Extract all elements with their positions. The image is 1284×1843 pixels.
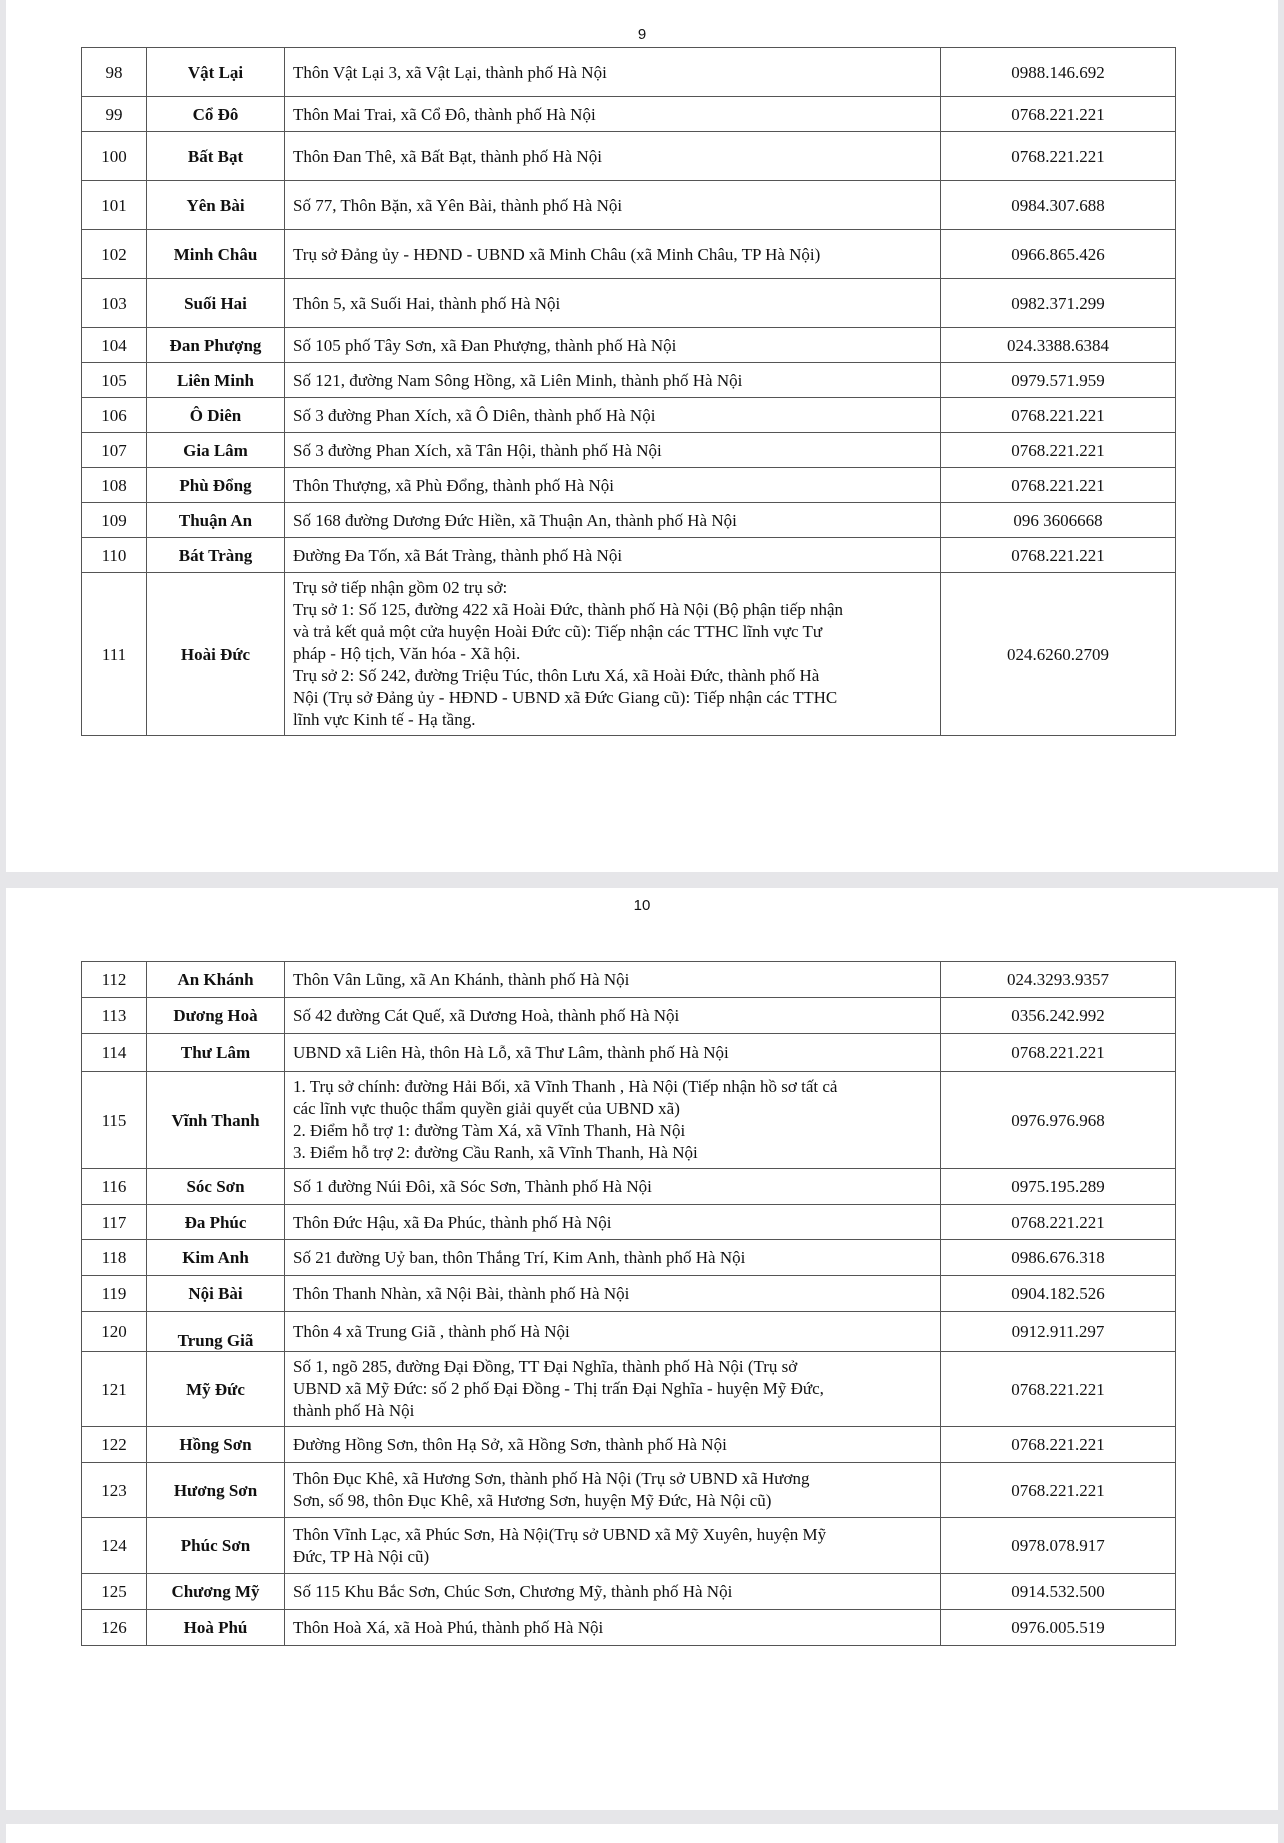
address-line: Nội (Trụ sở Đảng ủy - HĐND - UBND xã Đức Giang cũ): Tiếp nhận các TTHC [293,688,838,707]
commune-name-cell: Vĩnh Thanh [147,1072,285,1169]
commune-name-cell: Trung Giã [147,1312,285,1352]
phone-cell: 096 3606668 [941,503,1176,538]
commune-name-cell: Thuận An [147,503,285,538]
phone-cell: 024.6260.2709 [941,573,1176,736]
table-row [82,962,1176,998]
address-line: Thôn Thanh Nhàn, xã Nội Bài, thành phố Hà Nội [293,1284,630,1303]
address-line: Thôn 4 xã Trung Giã , thành phố Hà Nội [293,1322,570,1341]
row-number-cell: 122 [82,1427,147,1463]
table-row [82,468,1176,503]
table-row [82,503,1176,538]
table-row [82,132,1176,181]
address-cell [285,279,941,328]
address-line: pháp - Hộ tịch, Văn hóa - Xã hội. [293,644,521,663]
row-number-cell: 125 [82,1574,147,1610]
row-number-cell: 113 [82,998,147,1034]
address-cell [285,1352,941,1427]
phone-cell: 024.3293.9357 [941,962,1176,998]
row-number-cell: 112 [82,962,147,998]
row-number-cell: 102 [82,230,147,279]
row-number-cell: 121 [82,1352,147,1427]
address-line: lĩnh vực Kinh tế - Hạ tầng. [293,710,476,729]
phone-cell: 0768.221.221 [941,1205,1176,1240]
address-line: Thôn 5, xã Suối Hai, thành phố Hà Nội [293,293,561,313]
phone-cell: 0768.221.221 [941,468,1176,503]
row-number-cell: 106 [82,398,147,433]
table-row [82,181,1176,230]
address-cell [285,1072,941,1169]
phone-cell: 0768.221.221 [941,132,1176,181]
commune-name-cell: An Khánh [147,962,285,998]
address-line: Thôn Đục Khê, xã Hương Sơn, thành phố Hà Nội (Trụ sở UBND xã Hương [293,1469,810,1488]
commune-name-cell: Gia Lâm [147,433,285,468]
table-row [82,398,1176,433]
commune-name-cell: Phù Đổng [147,468,285,503]
row-number-cell: 126 [82,1610,147,1646]
commune-name-cell: Kim Anh [147,1240,285,1276]
phone-cell: 0356.242.992 [941,998,1176,1034]
address-cell [285,1205,941,1240]
row-number-cell: 99 [82,97,147,132]
address-line: Số 1, ngõ 285, đường Đại Đồng, TT Đại Nghĩa, thành phố Hà Nội (Trụ sở [293,1357,798,1376]
table-row [82,1169,1176,1205]
address-line: UBND xã Mỹ Đức: số 2 phố Đại Đồng - Thị trấn Đại Nghĩa - huyện Mỹ Đức, [293,1379,824,1398]
phone-cell: 0976.005.519 [941,1610,1176,1646]
table-row [82,1463,1176,1518]
commune-office-table [81,961,1176,1646]
commune-name-cell: Hoà Phú [147,1610,285,1646]
row-number-cell: 110 [82,538,147,573]
phone-cell: 0982.371.299 [941,279,1176,328]
table-row [82,48,1176,97]
phone-cell: 0966.865.426 [941,230,1176,279]
commune-name-cell: Bất Bạt [147,132,285,181]
row-number-cell: 120 [82,1312,147,1352]
commune-name-cell: Đa Phúc [147,1205,285,1240]
row-number-cell: 101 [82,181,147,230]
phone-cell: 0768.221.221 [941,398,1176,433]
commune-name-cell: Hồng Sơn [147,1427,285,1463]
address-cell [285,573,941,736]
table-row [82,97,1176,132]
commune-name-cell: Phúc Sơn [147,1518,285,1574]
commune-name-cell: Minh Châu [147,230,285,279]
commune-name-cell: Nội Bài [147,1276,285,1312]
phone-cell: 0768.221.221 [941,538,1176,573]
commune-name-cell: Hoài Đức [147,573,285,736]
phone-cell: 0984.307.688 [941,181,1176,230]
commune-name-cell: Yên Bài [147,181,285,230]
document-page-9 [6,0,1278,872]
address-line: Đường Đa Tốn, xã Bát Tràng, thành phố Hà Nội [293,545,623,565]
table-row [82,1276,1176,1312]
address-line: UBND xã Liên Hà, thôn Hà Lỗ, xã Thư Lâm, thành phố Hà Nội [293,1043,729,1062]
table-row [82,1518,1176,1574]
table-row [82,1574,1176,1610]
table-row [82,1072,1176,1169]
phone-cell: 0979.571.959 [941,363,1176,398]
phone-cell: 0768.221.221 [941,97,1176,132]
address-line: Số 42 đường Cát Quế, xã Dương Hoà, thành phố Hà Nội [293,1006,680,1025]
commune-name-cell: Suối Hai [147,279,285,328]
address-cell [285,48,941,97]
phone-cell: 0976.976.968 [941,1072,1176,1169]
address-line: Số 115 Khu Bắc Sơn, Chúc Sơn, Chương Mỹ, thành phố Hà Nội [293,1582,733,1601]
table-row [82,230,1176,279]
address-line: Số 3 đường Phan Xích, xã Tân Hội, thành phố Hà Nội [293,440,662,460]
address-line: Trụ sở Đảng ủy - HĐND - UBND xã Minh Châu (xã Minh Châu, TP Hà Nội) [293,244,821,264]
address-line: Thôn Vân Lũng, xã An Khánh, thành phố Hà Nội [293,970,630,989]
row-number-cell: 105 [82,363,147,398]
commune-name-cell: Vật Lại [147,48,285,97]
address-cell [285,1034,941,1072]
table-row [82,433,1176,468]
table-row [82,538,1176,573]
table-row [82,1352,1176,1427]
address-line: Thôn Vĩnh Lạc, xã Phúc Sơn, Hà Nội(Trụ sở UBND xã Mỹ Xuyên, huyện Mỹ [293,1524,827,1544]
document-page-next [6,1824,1278,1843]
address-cell [285,1574,941,1610]
table-row [82,1205,1176,1240]
address-cell [285,97,941,132]
phone-cell: 0988.146.692 [941,48,1176,97]
document-page-10 [6,888,1278,1810]
address-cell [285,1463,941,1518]
row-number-cell: 103 [82,279,147,328]
commune-office-table [81,47,1176,736]
address-cell [285,1276,941,1312]
row-number-cell: 114 [82,1034,147,1072]
address-cell [285,1312,941,1352]
address-line: Số 121, đường Nam Sông Hồng, xã Liên Minh, thành phố Hà Nội [293,370,743,390]
commune-name-cell: Ô Diên [147,398,285,433]
commune-name-cell: Sóc Sơn [147,1169,285,1205]
commune-name-cell: Hương Sơn [147,1463,285,1518]
address-line: 3. Điểm hỗ trợ 2: đường Cầu Ranh, xã Vĩnh Thanh, Hà Nội [293,1143,698,1162]
address-line: và trả kết quả một cửa huyện Hoài Đức cũ): Tiếp nhận các TTHC lĩnh vực Tư [293,622,823,641]
address-line: Trụ sở 2: Số 242, đường Triệu Túc, thôn Lưu Xá, xã Hoài Đức, thành phố Hà [293,666,820,685]
address-line: Đường Hồng Sơn, thôn Hạ Sở, xã Hồng Sơn, thành phố Hà Nội [293,1435,727,1454]
address-cell [285,468,941,503]
address-line: 1. Trụ sở chính: đường Hải Bối, xã Vĩnh Thanh , Hà Nội (Tiếp nhận hồ sơ tất cả [293,1077,838,1096]
address-line: Thôn Đức Hậu, xã Đa Phúc, thành phố Hà Nội [293,1212,612,1232]
commune-name-cell: Mỹ Đức [147,1352,285,1427]
commune-name-cell: Liên Minh [147,363,285,398]
table-row [82,573,1176,736]
phone-cell: 0986.676.318 [941,1240,1176,1276]
table-row [82,1610,1176,1646]
commune-name-cell: Dương Hoà [147,998,285,1034]
address-cell [285,1518,941,1574]
address-line: Số 21 đường Uỷ ban, thôn Thắng Trí, Kim Anh, thành phố Hà Nội [293,1248,746,1267]
address-line: Số 3 đường Phan Xích, xã Ô Diên, thành phố Hà Nội [293,405,656,425]
address-cell [285,132,941,181]
phone-cell: 0768.221.221 [941,1427,1176,1463]
address-cell [285,1610,941,1646]
table-row [82,328,1176,363]
address-line: các lĩnh vực thuộc thẩm quyền giải quyết của UBND xã) [293,1099,680,1118]
commune-name-cell: Bát Tràng [147,538,285,573]
commune-name-cell: Đan Phượng [147,328,285,363]
address-cell [285,398,941,433]
address-cell [285,503,941,538]
address-line: Đức, TP Hà Nội cũ) [293,1546,430,1566]
address-cell [285,328,941,363]
row-number-cell: 119 [82,1276,147,1312]
address-cell [285,538,941,573]
address-line: Thôn Mai Trai, xã Cổ Đô, thành phố Hà Nội [293,104,596,124]
address-line: 2. Điểm hỗ trợ 1: đường Tàm Xá, xã Vĩnh Thanh, Hà Nội [293,1121,686,1140]
address-line: Số 168 đường Dương Đức Hiền, xã Thuận An, thành phố Hà Nội [293,510,737,530]
phone-cell: 0768.221.221 [941,1463,1176,1518]
phone-cell: 0904.182.526 [941,1276,1176,1312]
address-line: thành phố Hà Nội [293,1401,415,1420]
table-row [82,998,1176,1034]
row-number-cell: 111 [82,573,147,736]
address-line: Số 1 đường Núi Đôi, xã Sóc Sơn, Thành phố Hà Nội [293,1177,652,1196]
row-number-cell: 109 [82,503,147,538]
address-line: Thôn Đan Thê, xã Bất Bạt, thành phố Hà Nội [293,146,602,166]
page-number: 10 [633,897,651,914]
phone-cell: 0912.911.297 [941,1312,1176,1352]
address-line: Sơn, số 98, thôn Đục Khê, xã Hương Sơn, huyện Mỹ Đức, Hà Nội cũ) [293,1491,772,1510]
row-number-cell: 116 [82,1169,147,1205]
table-row [82,279,1176,328]
page-number: 9 [637,26,647,43]
address-cell [285,181,941,230]
row-number-cell: 100 [82,132,147,181]
address-line: Số 105 phố Tây Sơn, xã Đan Phượng, thành phố Hà Nội [293,335,677,355]
row-number-cell: 104 [82,328,147,363]
address-cell [285,962,941,998]
phone-cell: 0768.221.221 [941,1034,1176,1072]
table-row [82,1034,1176,1072]
address-line: Thôn Thượng, xã Phù Đổng, thành phố Hà Nội [293,475,615,495]
row-number-cell: 124 [82,1518,147,1574]
address-line: Trụ sở 1: Số 125, đường 422 xã Hoài Đức, thành phố Hà Nội (Bộ phận tiếp nhận [293,600,843,619]
phone-cell: 0768.221.221 [941,433,1176,468]
address-line: Thôn Vật Lại 3, xã Vật Lại, thành phố Hà Nội [293,62,607,82]
address-cell [285,1427,941,1463]
phone-cell: 024.3388.6384 [941,328,1176,363]
table-row [82,1240,1176,1276]
address-cell [285,1240,941,1276]
row-number-cell: 117 [82,1205,147,1240]
row-number-cell: 118 [82,1240,147,1276]
address-cell [285,230,941,279]
commune-name-cell: Thư Lâm [147,1034,285,1072]
table-row [82,363,1176,398]
address-line: Thôn Hoà Xá, xã Hoà Phú, thành phố Hà Nội [293,1618,604,1637]
row-number-cell: 98 [82,48,147,97]
phone-cell: 0978.078.917 [941,1518,1176,1574]
row-number-cell: 123 [82,1463,147,1518]
address-line: Trụ sở tiếp nhận gồm 02 trụ sở: [293,578,508,597]
phone-cell: 0975.195.289 [941,1169,1176,1205]
row-number-cell: 107 [82,433,147,468]
row-number-cell: 115 [82,1072,147,1169]
table-row [82,1427,1176,1463]
row-number-cell: 108 [82,468,147,503]
phone-cell: 0914.532.500 [941,1574,1176,1610]
commune-name-cell: Cổ Đô [147,97,285,132]
address-line: Số 77, Thôn Bặn, xã Yên Bài, thành phố Hà Nội [293,195,623,215]
commune-name-cell: Chương Mỹ [147,1574,285,1610]
phone-cell: 0768.221.221 [941,1352,1176,1427]
table-row [82,1312,1176,1352]
address-cell [285,998,941,1034]
address-cell [285,433,941,468]
address-cell [285,363,941,398]
address-cell [285,1169,941,1205]
